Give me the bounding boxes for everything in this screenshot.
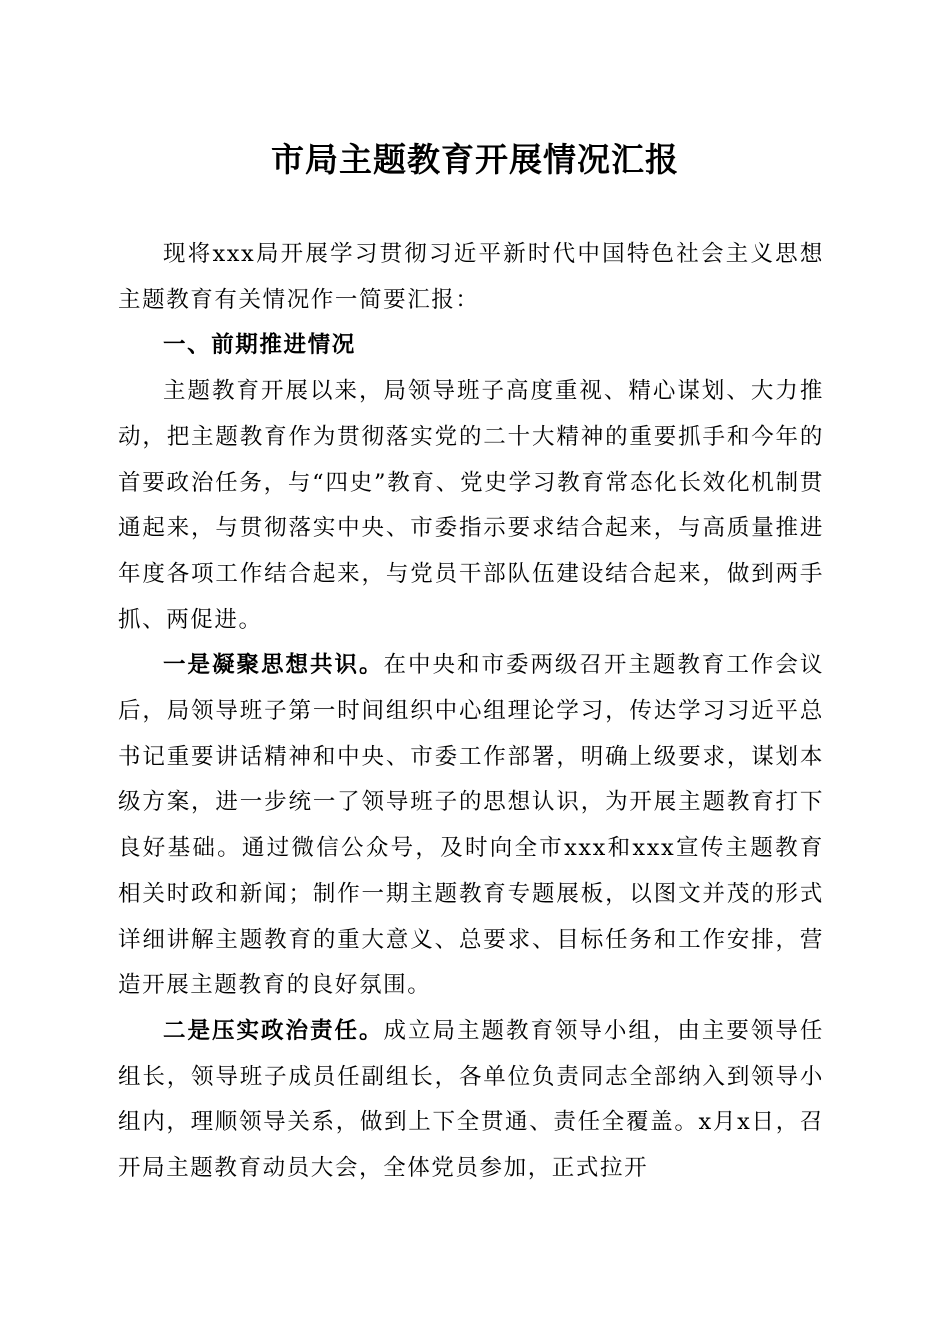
point2-text: 成立局主题教育领导小组，由主要领导任组长，领导班子成员任副组长，各单位负责同志全部纳入到领导小组内，理顺领导关系，做到上下全贯通、责任全覆盖。x月x日，召开局主题教育动员大会，全体党员参加，正式拉开 — [118, 1017, 824, 1182]
point1-lead: 一是凝聚思想共识。 — [163, 652, 384, 679]
point2-paragraph — [118, 1009, 824, 1192]
section1-paragraph: 主题教育开展以来，局领导班子高度重视、精心谋划、大力推动，把主题教育作为贯彻落实党的二十大精神的重要抓手和今年的首要政治任务，与“四史”教育、党史学习教育常态化长效化机制贯通起来，与贯彻落实中央、市委指示要求结合起来，与高质量推进年度各项工作结合起来，与党员干部队伍建设结合起来，做到两手抓、两促进。 — [118, 378, 824, 633]
point2-lead: 二是压实政治责任。 — [163, 1017, 384, 1044]
point1-paragraph — [118, 643, 824, 1009]
section-heading-1: 一、前期推进情况 — [163, 332, 356, 359]
point1-text: 在中央和市委两级召开主题教育工作会议后，局领导班子第一时间组织中心组理论学习，传达学习习近平总书记重要讲话精神和中央、市委工作部署，明确上级要求，谋划本级方案，进一步统一了领导班子的思想认识，为开展主题教育打下良好基础。通过微信公众号，及时向全市xxx和xxx宣传主题教育相关时政和新闻；制作一期主题教育专题展板，以图文并茂的形式详细讲解主题教育的重大意义、总要求、目标任务和工作安排，营造开展主题教育的良好氛围。 — [118, 652, 824, 999]
document-body — [118, 232, 824, 1192]
intro-paragraph: 现将xxx局开展学习贯彻习近平新时代中国特色社会主义思想主题教育有关情况作一简要汇报： — [118, 241, 824, 313]
document-title: 市局主题教育开展情况汇报 — [271, 140, 679, 179]
